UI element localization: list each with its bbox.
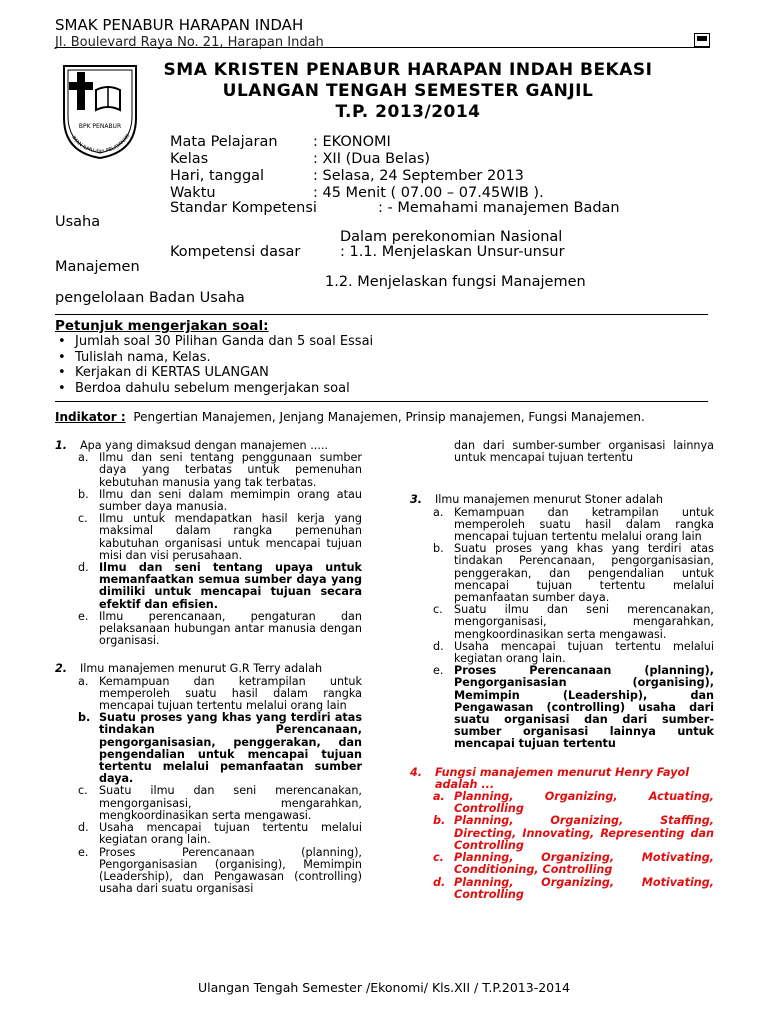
q1-option-a[interactable]: a. Ilmu dan seni tentang penggunaan sumber daya yang terbatas untuk pemenuhan kebutuhan manusia yang tak terbatas. xyxy=(78,451,362,489)
list-item: • Kerjakan di KERTAS ULANGAN xyxy=(55,365,373,381)
competency-standard-wrap: Usaha xyxy=(55,214,101,230)
q1-option-d[interactable]: d. Ilmu dan seni tentang upaya untuk memanfaatkan semua sumber daya yang dimiliki untuk mencapai tujuan secara efektif dan efisien. xyxy=(78,561,362,611)
page-footer: Ulangan Tengah Semester /Ekonomi/ Kls.XII / T.P.2013-2014 xyxy=(197,980,571,995)
indicator-text: Pengertian Manajemen, Jenjang Manajemen, Prinsip manajemen, Fungsi Manajemen. xyxy=(133,410,645,424)
q2-option-d[interactable]: d. Usaha mencapai tujuan tertentu melalui kegiatan orang lain. xyxy=(78,821,362,847)
instructions-divider xyxy=(55,401,708,402)
header-divider xyxy=(55,47,710,48)
question-4 xyxy=(410,767,714,791)
q3-option-a[interactable]: a. Kemampuan dan ketrampilan untuk memperoleh suatu hasil dalam rangka mencapai tujuan tertentu melalui orang lain xyxy=(433,505,714,544)
question-number: 4. xyxy=(410,765,423,779)
class-label: Kelas xyxy=(170,151,209,167)
competency-standard-line-2: Dalam perekonomian Nasional xyxy=(340,229,563,245)
basic-competency-value: : 1.1. Menjelaskan Unsur-unsur xyxy=(340,244,565,260)
q2-option-e[interactable]: e. Proses Perencanaan (planning), Pengorganisasian (organising), Memimpin (Leadership), dan Pengawasan (controlling) usaha dari suatu organisasi xyxy=(78,845,362,896)
page-corner-icon xyxy=(694,33,710,47)
title-line-2: ULANGAN TENGAH SEMESTER GANJIL xyxy=(222,81,594,101)
title-line-1: SMA KRISTEN PENABUR HARAPAN INDAH BEKASI xyxy=(163,60,653,80)
competency-standard-value: : - Memahami manajemen Badan xyxy=(378,200,620,216)
school-address: Jl. Boulevard Raya No. 21, Harapan Indah xyxy=(55,35,324,50)
instructions-block xyxy=(55,318,373,396)
instructions-title: Petunjuk mengerjakan soal: xyxy=(55,318,269,334)
school-name: SMAK PENABUR HARAPAN INDAH xyxy=(55,16,304,34)
q3-option-b[interactable]: b. Suatu proses yang khas yang terdiri atas tindakan Perencanaan, pengorganisasian, penggerakan, dan pengendalian untuk mencapai tujuan tertentu melalui pemanfaatan sumber daya. xyxy=(433,542,714,605)
question-text: Apa yang dimaksud dengan manajemen ..... xyxy=(80,439,328,452)
left-column xyxy=(55,440,362,895)
time-value: : 45 Menit ( 07.00 – 07.45WIB ). xyxy=(313,185,544,201)
q3-option-d[interactable]: d. Usaha mencapai tujuan tertentu melalui kegiatan orang lain. xyxy=(433,639,714,666)
competency-standard-label: Standar Kompetensi xyxy=(170,200,317,216)
q4-option-c[interactable]: c. Planning, Organizing, Motivating, Conditioning, Controlling xyxy=(433,851,714,877)
basic-competency-wrap-2: pengelolaan Badan Usaha xyxy=(55,290,245,306)
list-item: • Berdoa dahulu sebelum mengerjakan soal xyxy=(55,381,373,397)
logo-text-top: BPK PENABUR xyxy=(78,123,122,130)
subject-label: Mata Pelajaran xyxy=(170,134,278,150)
basic-competency-line-2: 1.2. Menjelaskan fungsi Manajemen xyxy=(325,274,586,290)
q3-option-e[interactable]: e. Proses Perencanaan (planning), Pengorganisasian (organising), Memimpin (Leadership), dan Pengawasan (controlling) usaha dari suatu organisasi dan dari sumber-sumber organisasi lainnya untuk mencapai tujuan tertentu xyxy=(433,664,714,751)
q2-option-c[interactable]: c. Suatu ilmu dan seni merencanakan, mengorganisasi, mengarahkan, mengkoordinasikan serta mengawasi. xyxy=(78,784,362,822)
indicator-line xyxy=(55,410,645,424)
date-value: : Selasa, 24 September 2013 xyxy=(313,168,524,184)
cross-icon xyxy=(77,72,85,110)
q4-option-d[interactable]: d. Planning, Organizing, Motivating, Controlling xyxy=(433,875,714,901)
right-column xyxy=(410,440,714,901)
logo-text-bottom: IMAN ILMU dan PELAYANAN xyxy=(70,133,132,155)
question-number: 2. xyxy=(55,662,68,676)
question-text: Ilmu manajemen menurut G.R Terry adalah xyxy=(80,662,323,676)
q3-option-c[interactable]: c. Suatu ilmu dan seni merencanakan, mengorganisasi, mengarahkan, mengkoordinasikan serta mengawasi. xyxy=(433,603,714,641)
q4-option-b[interactable]: b. Planning, Organizing, Staffing, Directing, Innovating, Representing dan Controlling xyxy=(433,814,714,852)
q2-option-b[interactable]: b. Suatu proses yang khas yang terdiri atas tindakan Perencanaan, pengorganisasian, penggerakan, dan pengendalian untuk mencapai tujuan tertentu melalui pemanfaatan sumber daya. xyxy=(78,711,362,786)
meta-divider xyxy=(55,314,708,315)
instructions-list xyxy=(55,334,373,396)
q2-option-e-continued: dan dari sumber-sumber organisasi lainnya untuk mencapai tujuan tertentu xyxy=(454,439,714,465)
basic-competency-wrap: Manajemen xyxy=(55,259,140,275)
basic-competency-label: Kompetensi dasar xyxy=(170,244,301,260)
time-label: Waktu xyxy=(170,185,216,201)
date-label: Hari, tanggal xyxy=(170,168,265,184)
list-item: • Jumlah soal 30 Pilihan Ganda dan 5 soal Essai xyxy=(55,334,373,350)
question-text: Ilmu manajemen menurut Stoner adalah xyxy=(435,493,663,507)
q1-option-c[interactable]: c. Ilmu untuk mendapatkan hasil kerja yang maksimal dalam rangka pemenuhan kabutuhan organisasi untuk mencapai tujuan misi dan visi perusahaan. xyxy=(78,512,362,562)
class-value: : XII (Dua Belas) xyxy=(313,151,431,167)
q2-option-a[interactable]: a. Kemampuan dan ketrampilan untuk memperoleh suatu hasil dalam rangka mencapai tujuan tertentu melalui orang lain xyxy=(78,674,362,713)
question-text: Fungsi manajemen menurut Henry Fayol adalah ... xyxy=(435,765,690,791)
question-number: 3. xyxy=(410,493,423,507)
indicator-label: Indikator : xyxy=(55,410,126,424)
q1-option-e[interactable]: e. Ilmu perencanaan, pengaturan dan pelaksanaan hubungan antar manusia dengan organisasi. xyxy=(78,609,362,648)
q1-option-b[interactable]: b. Ilmu dan seni dalam memimpin orang atau sumber daya manusia. xyxy=(78,487,362,514)
q4-option-a[interactable]: a. Planning, Organizing, Actuating, Controlling xyxy=(433,790,714,816)
title-line-3: T.P. 2013/2014 xyxy=(335,102,481,122)
question-number: 1. xyxy=(55,439,68,452)
subject-value: : EKONOMI xyxy=(313,134,391,150)
list-item: • Tulislah nama, Kelas. xyxy=(55,350,373,366)
